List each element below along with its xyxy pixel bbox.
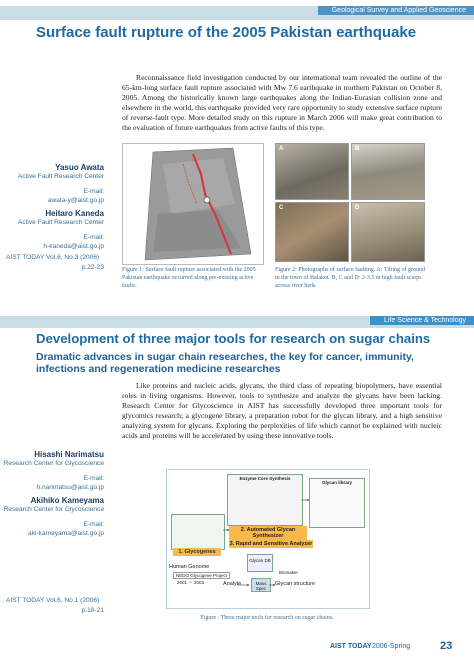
email-label: E-mail: [83,188,104,195]
email-label: E-mail: [83,475,104,482]
section1-pages: p.22-23 [81,264,104,271]
glycan-db-label: Glycan DB [249,558,271,563]
photo-c [275,202,349,262]
library-label: Glycan library [321,480,352,485]
section1-title: Surface fault rupture of the 2005 Pakistan earthquake [36,24,417,41]
section1-authors [0,163,104,251]
footer-brand: AIST TODAY [330,643,372,650]
human-genome-label: Human Genome [169,564,210,570]
nedo-project-label: NEDO Glycogene Project [173,572,230,579]
footer-issue: 2006-Spring [372,643,411,650]
page-number: 23 [440,640,453,652]
section2-category-tag: Life Science & Technology [370,316,474,325]
photo-a [275,143,349,200]
photo-b [351,143,425,200]
fault-map-image [123,144,263,264]
figure2-caption: Figure 2: Photographs of surface faulting. A: Tilting of ground in the town of Balakot. B, C and D: 2-3.5 m high fault scarps across river beds. [275,267,425,289]
author-email[interactable]: awata-y@aist.go.jp [47,197,104,204]
photo-label: D [355,205,360,211]
diagram-arrows [167,470,369,608]
author-email[interactable]: h.narimatsu@aist.go.jp [36,484,104,491]
synthesizer-label: 2. Automated Glycan Synthesizer [229,526,307,540]
author-email[interactable]: h-kaneda@aist.go.jp [43,243,104,250]
author-email[interactable]: aki-kameyama@aist.go.jp [28,530,104,537]
section1-body: Reconnaissance field investigation conducted by our international team revealed the outline of the 65-km-long surface fault rupture associated with Mw 7.6 earthquake in northern Pakistan on October 8, 2005. Among the historically known large earthquakes along the Indian-Eurasian collision zone and elsewhere in the world, this earthquake provided very rare opportunity to study extensive surface rupture of reverse-fault type. More detailed study on this rupture in March 2006 will make great contribution to the evaluation of future earthquakes from active faults of this type. [122,73,442,132]
photo-label: A [279,146,284,152]
analyzer-label: 3. Rapid and Sensitive Analyzer [229,541,313,547]
author-name: Yasuo Awata [55,163,104,172]
email-label: E-mail: [83,521,104,528]
footer [330,641,474,653]
section2-title: Development of three major tools for research on sugar chains [36,331,431,346]
photo-label: C [279,205,284,211]
photo-d [351,202,425,262]
figure1-caption: Figure 1: Surface fault rupture associated with the 2005 Pakistan earthquake occurred along pre-existing active faults. [122,267,256,289]
analyte-label: Analyte [223,581,242,587]
biomaker-label: Biomaker [279,570,299,575]
mass-spec-label: Mass Spec [255,581,267,591]
author-dept: Active Fault Research Center [17,173,104,180]
section1-category-tag: Geological Survey and Applied Geoscience [318,6,474,15]
fault-map-figure [122,143,264,265]
section2-pages: p.18-21 [81,607,104,614]
glycan-structure-label: Glycan structure [275,581,316,587]
section1-reference: AIST TODAY Vol.6, No.3 (2006) [6,254,100,261]
author-name: Akihiko Kameyama [30,496,104,505]
enzyme-label: Enzyme Core Synthesis [239,476,291,481]
figure-caption: Figure : Three major tools for research on sugar chains. [200,615,334,621]
section2-authors [0,450,104,538]
section2-body: Like proteins and nucleic acids, glycans, the third class of repeating biopolymers, have essential roles in living organisms. However, tools to synthesize and analyze the glycans have been lacking. Research Center for Glycoscience in AIST has successfully developed three important tools for glycomics research; a glycogene library, a preparation robot for the glycan library, and a high sensitive analyzing system for glycans. Exploring the perplexities of life which cannot be explained with nucleic acids and proteins will be accelerated by using these innovative tools. [122,381,442,440]
author-name: Hisashi Narimatsu [34,450,104,459]
author-dept: Research Center for Glycoscience [3,460,104,467]
section2-subtitle: Dramatic advances in sugar chain researches, the key for cancer, immunity, infections and regeneration medicine researches [36,351,414,375]
author-dept: Active Fault Research Center [17,219,104,226]
glycan-tools-diagram [166,469,370,609]
glycogenes-label: 1. Glycogenes [173,548,221,556]
years-label: 2001 〜 2003 [177,580,205,585]
photo-label: B [355,146,360,152]
section2-reference: AIST TODAY Vol.6, No.1 (2006) [6,597,100,604]
author-name: Heitaro Kaneda [45,209,104,218]
author-dept: Research Center for Glycoscience [3,506,104,513]
email-label: E-mail: [83,234,104,241]
